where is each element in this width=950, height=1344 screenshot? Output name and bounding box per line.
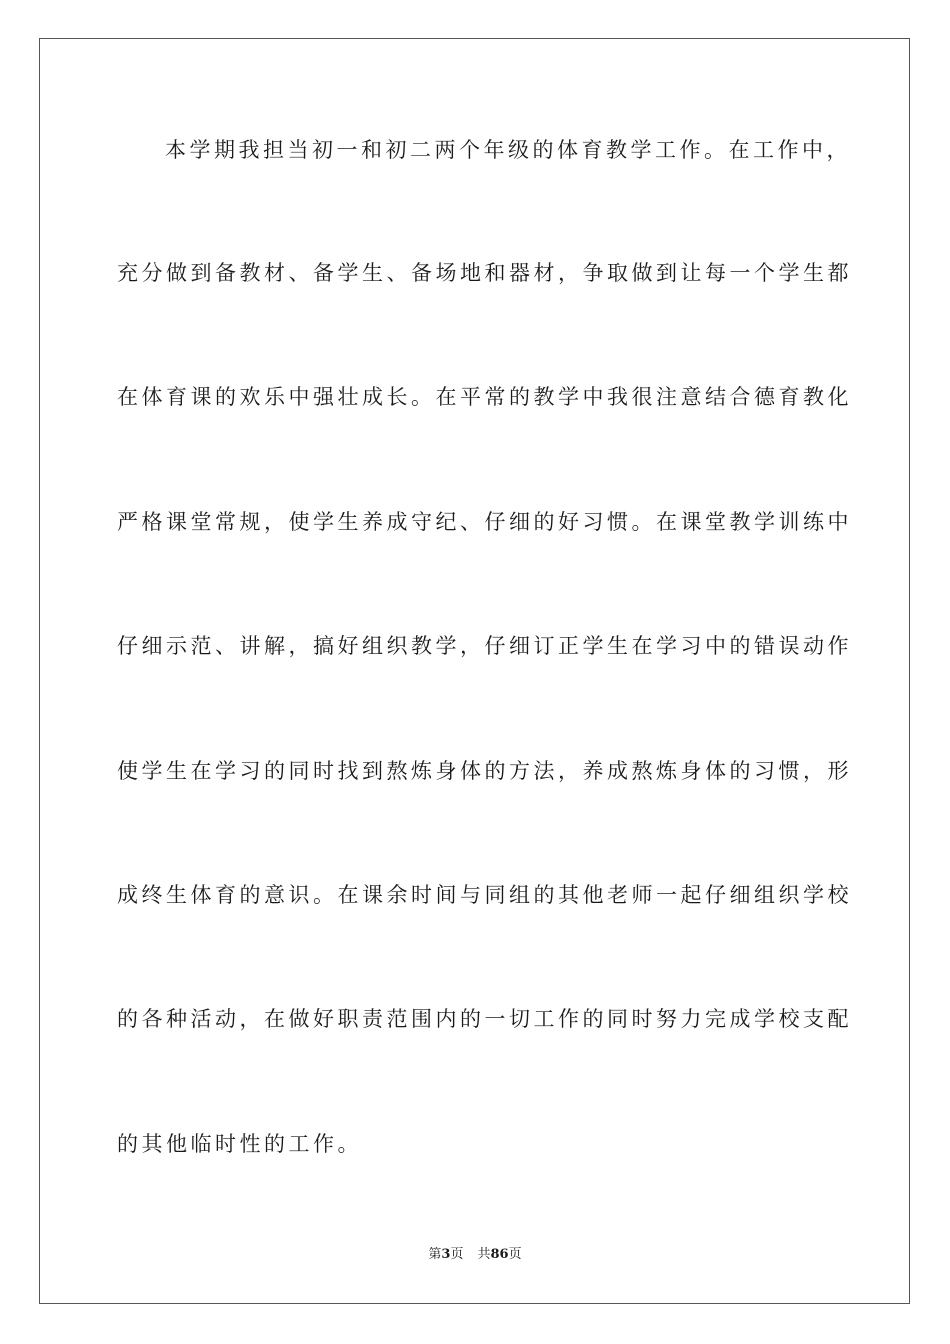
paragraph-line: 严格课堂常规，使学生养成守纪、仔细的好习惯。在课堂教学训练中 bbox=[117, 510, 852, 534]
paragraph-line: 充分做到备教材、备学生、备场地和器材，争取做到让每一个学生都 bbox=[117, 261, 852, 285]
page-footer bbox=[0, 1246, 950, 1264]
paragraph-line: 仔细示范、讲解，搞好组织教学，仔细订正学生在学习中的错误动作 bbox=[117, 634, 852, 658]
total-prefix: 共 bbox=[477, 1247, 491, 1262]
page-border bbox=[39, 38, 910, 1304]
paragraph-line: 本学期我担当初一和初二两个年级的体育教学工作。在工作中， bbox=[165, 138, 851, 162]
total-pages: 86 bbox=[490, 1247, 509, 1262]
paragraph-line: 的各种活动，在做好职责范围内的一切工作的同时努力完成学校支配 bbox=[117, 1007, 852, 1031]
page-suffix: 页 bbox=[450, 1247, 464, 1262]
paragraph-line: 使学生在学习的同时找到熬炼身体的方法，养成熬炼身体的习惯，形 bbox=[117, 759, 852, 783]
paragraph-line: 在体育课的欢乐中强壮成长。在平常的教学中我很注意结合德育教化 bbox=[117, 385, 852, 409]
paragraph-line: 成终生体育的意识。在课余时间与同组的其他老师一起仔细组织学校 bbox=[117, 883, 852, 907]
paragraph-line: 的其他临时性的工作。 bbox=[117, 1132, 362, 1156]
total-suffix: 页 bbox=[508, 1247, 522, 1262]
page-prefix: 第 bbox=[428, 1247, 442, 1262]
page-number: 3 bbox=[441, 1247, 451, 1262]
